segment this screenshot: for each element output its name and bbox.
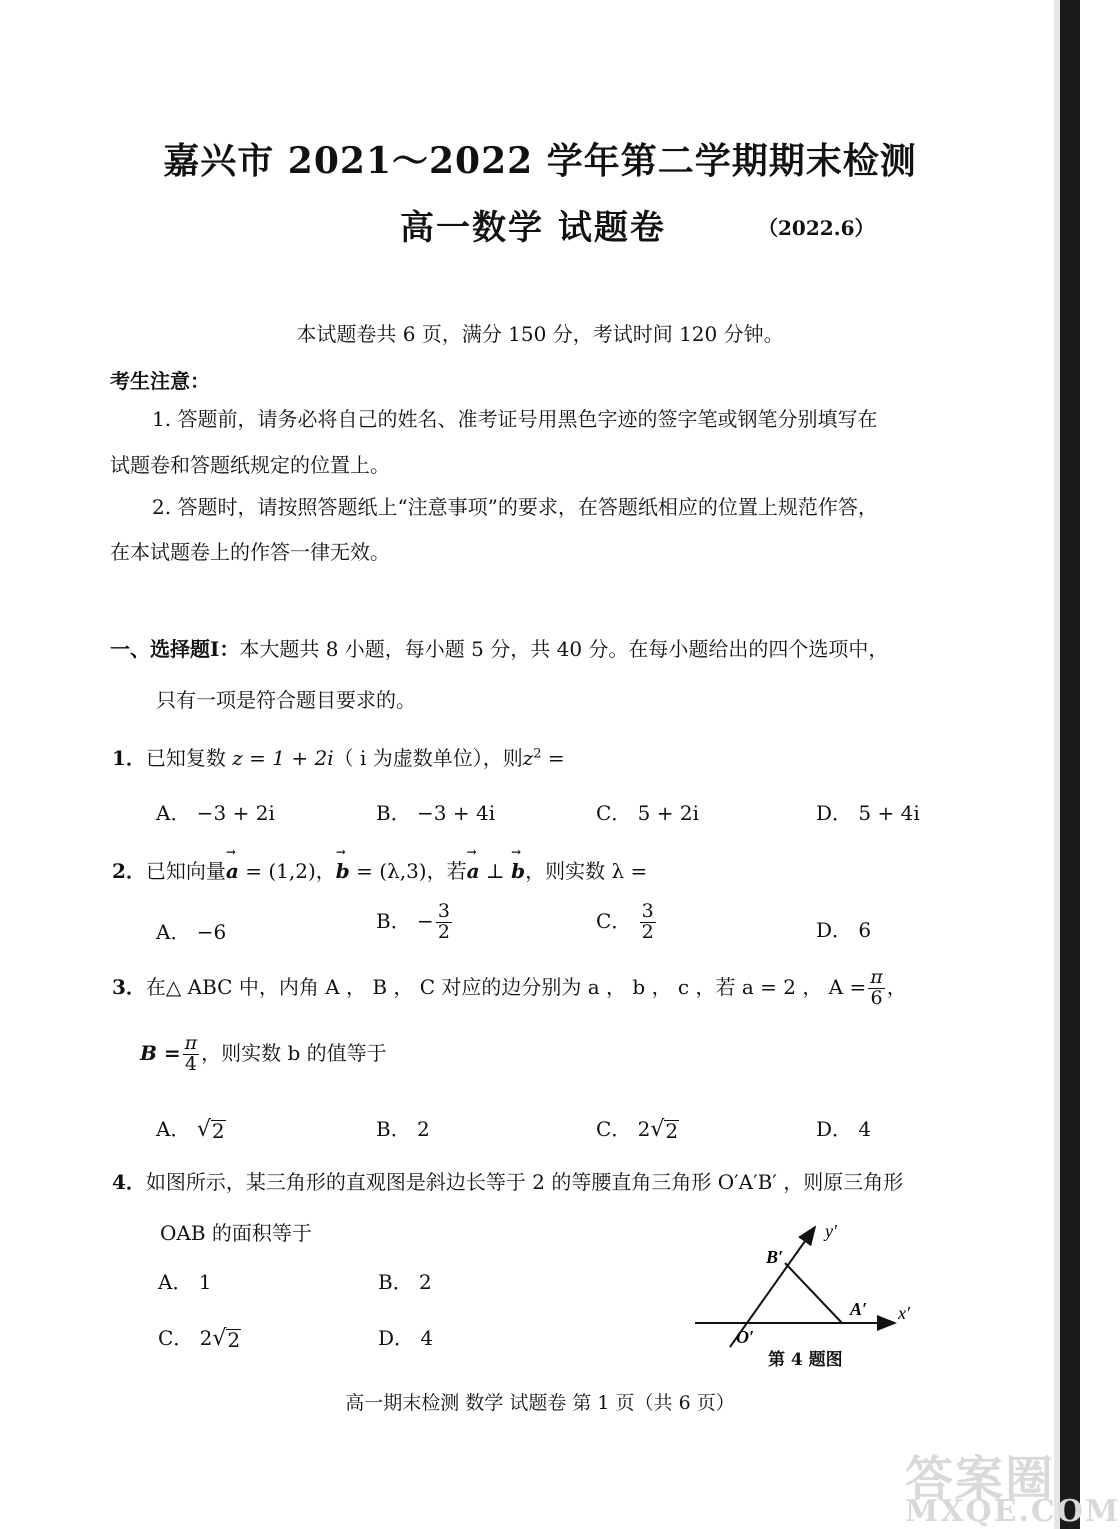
question-4-option-d: D． 4 <box>378 1326 434 1350</box>
notice-heading: 考生注意： <box>110 369 210 393</box>
exam-date: （2022.6） <box>758 216 875 240</box>
question-2-option-d: D． 6 <box>816 918 872 942</box>
fraction-numerator: π <box>184 1032 198 1054</box>
fraction-denominator: 4 <box>184 1052 197 1075</box>
notice-item-1-line-1: 1. 答题前，请务必将自己的姓名、准考证号用黑色字迹的签字笔或钢笔分别填写在 <box>152 407 878 431</box>
question-3-text-b: ， <box>886 974 907 999</box>
notice-item-2-line-1: 2. 答题时，请按照答题纸上“注意事项”的要求，在答题纸相应的位置上规范作答， <box>152 495 878 519</box>
fraction <box>640 902 656 943</box>
question-3-number: 3． <box>112 974 146 999</box>
sqrt: √ 2 <box>650 1117 679 1143</box>
fraction-numerator: 3 <box>437 900 450 922</box>
watermark-logo: 答案圈 <box>905 1451 1056 1507</box>
fraction-denominator: 6 <box>870 986 883 1009</box>
question-3-option-a <box>156 1113 226 1142</box>
point-b-label: B′ <box>766 1247 784 1267</box>
question-4-option-c-label: C． 2 <box>158 1326 213 1350</box>
fraction <box>868 968 885 1009</box>
page-footer: 高一期末检测 数学 试题卷 第 1 页（共 6 页） <box>345 1392 735 1414</box>
question-4-option-b: B． 2 <box>378 1270 432 1294</box>
question-1-var: z <box>522 746 534 770</box>
question-2-text-b: = (1,2)， <box>238 859 336 883</box>
question-2-option-c <box>596 902 658 943</box>
question-1-option-b: B． −3 + 4i <box>376 801 496 825</box>
question-2-option-b-label: B． − <box>376 908 434 933</box>
point-o-label: O′ <box>736 1327 755 1347</box>
question-4-stem-line-1 <box>112 1166 903 1195</box>
section-1-desc-line-2: 只有一项是符合题目要求的。 <box>156 688 416 712</box>
question-3-line-2-b: ，则实数 b 的值等于 <box>201 1040 387 1065</box>
section-1-desc-line-1: 本大题共 8 小题，每小题 5 分，共 40 分。在每小题给出的四个选项中， <box>239 637 889 661</box>
question-1-text-a: 已知复数 <box>145 746 226 770</box>
question-1-option-a: A． −3 + 2i <box>156 801 275 825</box>
question-4-option-c <box>158 1322 241 1351</box>
question-1-option-c: C． 5 + 2i <box>596 801 699 825</box>
question-4-figure <box>690 1215 930 1355</box>
question-1-text-b: （ i 为虚数单位），则 <box>333 746 523 770</box>
question-4-option-a: A． 1 <box>158 1270 212 1294</box>
question-3-stem-line-2 <box>140 1034 387 1075</box>
vector-b-2: → b <box>511 859 525 883</box>
notice-item-1-line-2: 试题卷和答题纸规定的位置上。 <box>110 453 390 477</box>
question-1-stem <box>112 742 565 771</box>
page-subtitle: 高一数学 试题卷 <box>400 208 666 248</box>
question-2-perp: ⊥ <box>479 859 512 883</box>
section-1-heading-line <box>110 633 888 662</box>
question-2-option-a: A． −6 <box>156 920 227 944</box>
fraction-denominator: 2 <box>641 920 654 943</box>
fraction <box>436 902 452 943</box>
sqrt-radicand: 2 <box>211 1119 225 1143</box>
fraction-numerator: 3 <box>641 900 654 922</box>
x-axis-label: x′ <box>898 1303 910 1323</box>
triangle-side-ab <box>785 1263 842 1323</box>
question-2-text-c: = (λ,3)，若 <box>349 859 467 883</box>
question-1-eq: = <box>541 746 565 770</box>
question-3-line-2-a: B = <box>140 1040 181 1065</box>
question-1-option-d: D． 5 + 4i <box>816 801 920 825</box>
question-3-text-a: 在△ ABC 中，内角 A ， B ， C 对应的边分别为 a ， b ， c ，若 a = 2 ， A = <box>145 974 867 999</box>
question-2-option-c-label: C． <box>596 908 632 933</box>
question-2-number: 2． <box>112 859 146 883</box>
question-4-stem-line-2: OAB 的面积等于 <box>160 1221 312 1245</box>
question-3-option-c <box>596 1113 679 1142</box>
figure-caption: 第 4 题图 <box>768 1350 843 1370</box>
y-axis-label: y′ <box>825 1221 837 1241</box>
question-3-option-a-label: A． <box>156 1117 191 1141</box>
vector-b: → b <box>336 859 350 883</box>
fraction <box>183 1034 200 1075</box>
exam-info: 本试题卷共 6 页，满分 150 分，考试时间 120 分钟。 <box>296 322 784 346</box>
sqrt-radicand: 2 <box>227 1328 241 1352</box>
fraction-numerator: π <box>870 966 883 988</box>
vector-a-2: → a <box>467 859 480 883</box>
point-a-label: A′ <box>850 1299 868 1319</box>
vector-a: → a <box>226 859 239 883</box>
question-1-sup: 2 <box>533 746 542 762</box>
page-title: 嘉兴市 2021～2022 学年第二学期期末检测 <box>163 140 917 182</box>
question-4-number: 4． <box>112 1170 146 1194</box>
sqrt: √ 2 <box>212 1326 241 1352</box>
question-1-number: 1． <box>112 746 146 770</box>
question-3-option-b: B． 2 <box>376 1117 430 1141</box>
question-3-option-d: D． 4 <box>816 1117 872 1141</box>
sqrt-radicand: 2 <box>665 1119 679 1143</box>
notice-item-2-line-2: 在本试题卷上的作答一律无效。 <box>110 540 390 564</box>
question-3-option-c-label: C． 2 <box>596 1117 651 1141</box>
question-2-text-a: 已知向量 <box>145 859 226 883</box>
question-4-text-line-1: 如图所示，某三角形的直观图是斜边长等于 2 的等腰直角三角形 O′A′B′ ，则原三角形 <box>145 1170 904 1194</box>
question-2-text-e: ，则实数 λ = <box>525 859 648 883</box>
scan-edge <box>1060 0 1080 1529</box>
question-1-formula: z = 1 + 2i <box>232 746 334 770</box>
sqrt: √ 2 <box>196 1117 225 1143</box>
fraction-denominator: 2 <box>437 920 450 943</box>
question-2-option-b <box>376 902 454 943</box>
section-1-heading: 一、选择题Ⅰ： <box>110 637 240 661</box>
question-2-stem <box>112 855 647 884</box>
watermark-site: MXQE.COM <box>905 1494 1120 1529</box>
question-3-stem-line-1 <box>112 968 907 1009</box>
